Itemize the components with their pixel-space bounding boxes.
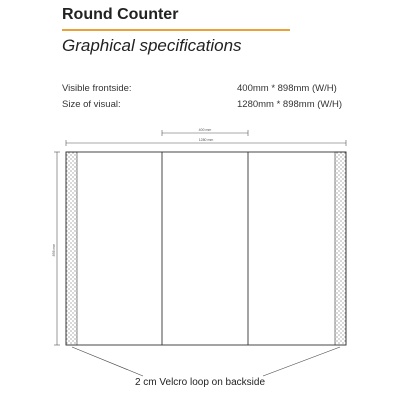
spec-value: 1280mm * 898mm (W/H) [237,99,343,110]
dimension-front-width [162,128,248,136]
dimension-total-label: 1280 mm [198,138,214,142]
spec-label: Visible frontside: [62,83,132,94]
dimension-front-label: 400 mm [198,128,212,132]
callout-leaders [72,347,340,376]
velcro-strip-right [335,152,346,345]
dimension-height [52,152,60,345]
page-title: Round Counter [62,6,179,23]
page-subtitle: Graphical specifications [62,36,242,55]
velcro-callout-text: 2 cm Velcro loop on backside [134,377,266,388]
velcro-strip-left [66,152,77,345]
dimension-total-width [66,138,346,146]
dimension-height-label: 898 mm [52,243,56,257]
counter-panel [66,152,346,345]
spec-label: Size of visual: [62,99,121,110]
spec-value: 400mm * 898mm (W/H) [237,83,337,94]
